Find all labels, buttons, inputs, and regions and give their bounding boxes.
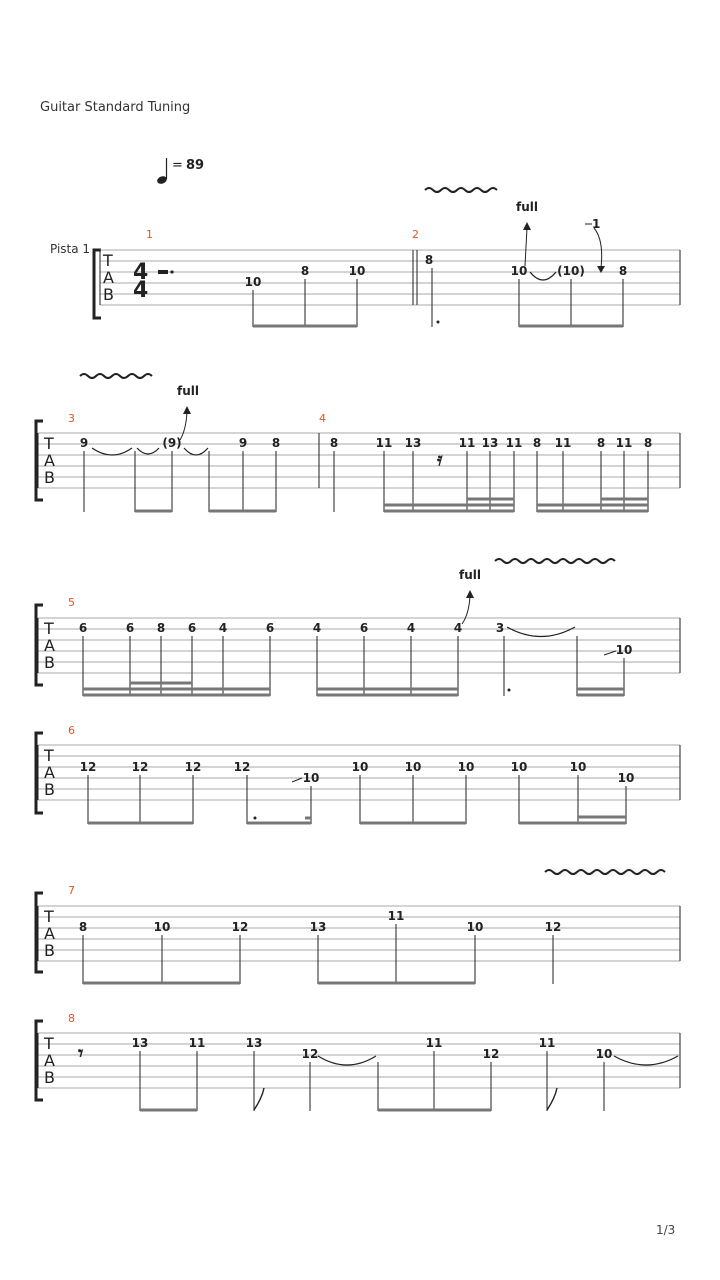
fret-number: 10 (457, 760, 475, 774)
tab-letter-a: A (44, 763, 55, 782)
fret-number: 6 (187, 621, 197, 635)
fret-number: 12 (544, 920, 562, 934)
track-name: Pista 1 (50, 242, 91, 256)
tie-arc (92, 448, 132, 455)
bend-label: full (516, 200, 538, 214)
tab-letter-t: T (44, 746, 54, 765)
release-arrow-icon (594, 228, 602, 268)
fret-number: (10) (557, 264, 585, 278)
fret-number: 12 (231, 920, 249, 934)
fret-number: 11 (188, 1036, 206, 1050)
tab-letter-b: B (44, 468, 55, 487)
fret-number: 10 (510, 264, 528, 278)
fret-number: 6 (265, 621, 275, 635)
fret-number: 11 (387, 909, 405, 923)
fret-number: 10 (302, 771, 320, 785)
fret-number: 8 (618, 264, 628, 278)
tab-letter-a: A (44, 451, 55, 470)
tie-arc (184, 448, 208, 455)
fret-number: 6 (78, 621, 88, 635)
fret-number: 13 (131, 1036, 149, 1050)
fret-number: 8 (329, 436, 339, 450)
fret-number: 10 (153, 920, 171, 934)
system-2 (36, 374, 680, 512)
bend-label: full (459, 568, 481, 582)
fret-number: 11 (554, 436, 572, 450)
fret-number: 10 (569, 760, 587, 774)
fret-number: 3 (495, 621, 505, 635)
release-label: 1 (592, 217, 601, 231)
vibrato-icon (425, 188, 497, 192)
tab-letter-a: A (44, 636, 55, 655)
system-6 (36, 1012, 680, 1111)
fret-number: 12 (482, 1047, 500, 1061)
fret-number: 11 (375, 436, 393, 450)
bend-label: full (177, 384, 199, 398)
tie-arc (614, 1056, 678, 1065)
fret-number: 11 (615, 436, 633, 450)
tab-letter-t: T (103, 251, 113, 270)
sixteenth-rest-icon: 𝄿 (437, 449, 443, 470)
fret-number: 8 (300, 264, 310, 278)
fret-number: 10 (404, 760, 422, 774)
slide-line (292, 778, 302, 782)
fret-number: 4 (312, 621, 322, 635)
tab-letter-t: T (44, 1034, 54, 1053)
tab-letter-t: T (44, 907, 54, 926)
fret-number: 4 (453, 621, 463, 635)
measure-number: 5 (68, 596, 75, 609)
measure-number: 4 (319, 412, 326, 425)
system-1 (50, 188, 680, 327)
measure-number: 6 (68, 724, 75, 737)
measure-number: 2 (412, 228, 419, 241)
fret-number: 10 (244, 275, 262, 289)
time-sig-bottom: 4 (133, 278, 149, 303)
system-5 (36, 870, 680, 984)
fret-number: 12 (184, 760, 202, 774)
fret-number: 11 (425, 1036, 443, 1050)
vibrato-icon (80, 374, 152, 378)
fret-number: 10 (351, 760, 369, 774)
fret-number: 12 (79, 760, 97, 774)
tab-letter-b: B (103, 285, 114, 304)
tab-letter-b: B (44, 653, 55, 672)
tab-letter-a: A (103, 268, 114, 287)
fret-number: 8 (78, 920, 88, 934)
system-bracket (36, 893, 43, 972)
fret-number: 8 (643, 436, 653, 450)
fret-number: 13 (245, 1036, 263, 1050)
tie-arc (530, 272, 556, 280)
slide-line (604, 651, 616, 655)
fret-number: 10 (466, 920, 484, 934)
page-indicator: 1/3 (656, 1223, 676, 1237)
fret-number: 13 (481, 436, 499, 450)
fret-number: 12 (131, 760, 149, 774)
fret-number: 11 (505, 436, 523, 450)
measure-number: 1 (146, 228, 153, 241)
tuning-label: Guitar Standard Tuning (40, 100, 191, 115)
fret-number: 10 (348, 264, 366, 278)
tab-letter-t: T (44, 434, 54, 453)
fret-number: 8 (596, 436, 606, 450)
vibrato-icon (495, 559, 615, 563)
fret-number: 11 (538, 1036, 556, 1050)
system-4 (36, 724, 680, 824)
half-rest-icon (158, 270, 168, 274)
fret-number: 8 (532, 436, 542, 450)
measure-number: 3 (68, 412, 75, 425)
fret-number: 9 (79, 436, 89, 450)
measure-number: 8 (68, 1012, 75, 1025)
fret-number: 13 (309, 920, 327, 934)
vibrato-icon (545, 870, 665, 874)
fret-number: 13 (404, 436, 422, 450)
tab-letter-b: B (44, 780, 55, 799)
eighth-flag-icon (254, 1088, 264, 1110)
tempo-equals: = (172, 158, 183, 173)
fret-number: 8 (424, 253, 434, 267)
fret-number: 10 (615, 643, 633, 657)
fret-number: 9 (238, 436, 248, 450)
fret-number: 11 (458, 436, 476, 450)
fret-number: 12 (301, 1047, 319, 1061)
fret-number: (9) (162, 436, 182, 450)
eighth-flag-icon (547, 1088, 557, 1110)
fret-number: 10 (595, 1047, 613, 1061)
fret-number: 6 (125, 621, 135, 635)
fret-number: 8 (156, 621, 166, 635)
tie-arc (507, 627, 575, 637)
tie-arc (318, 1056, 376, 1065)
fret-number: 10 (617, 771, 635, 785)
tab-letter-a: A (44, 924, 55, 943)
measure-number: 7 (68, 884, 75, 897)
bend-arrow-icon (525, 228, 527, 266)
fret-number: 12 (233, 760, 251, 774)
fret-number: 4 (218, 621, 228, 635)
tab-letter-b: B (44, 1068, 55, 1087)
fret-number: 10 (510, 760, 528, 774)
tie-arc (137, 448, 159, 454)
fret-number: 8 (271, 436, 281, 450)
time-sig-top: 4 (133, 260, 149, 285)
system-3 (36, 559, 680, 696)
tab-letter-b: B (44, 941, 55, 960)
fret-number: 6 (359, 621, 369, 635)
tempo-bpm: 89 (186, 158, 205, 173)
eighth-rest-icon: 𝄾 (78, 1041, 84, 1065)
tab-letter-t: T (44, 619, 54, 638)
tempo-marking (156, 158, 204, 185)
fret-number: 4 (406, 621, 416, 635)
bend-arrow-icon (462, 596, 470, 624)
tab-letter-a: A (44, 1051, 55, 1070)
